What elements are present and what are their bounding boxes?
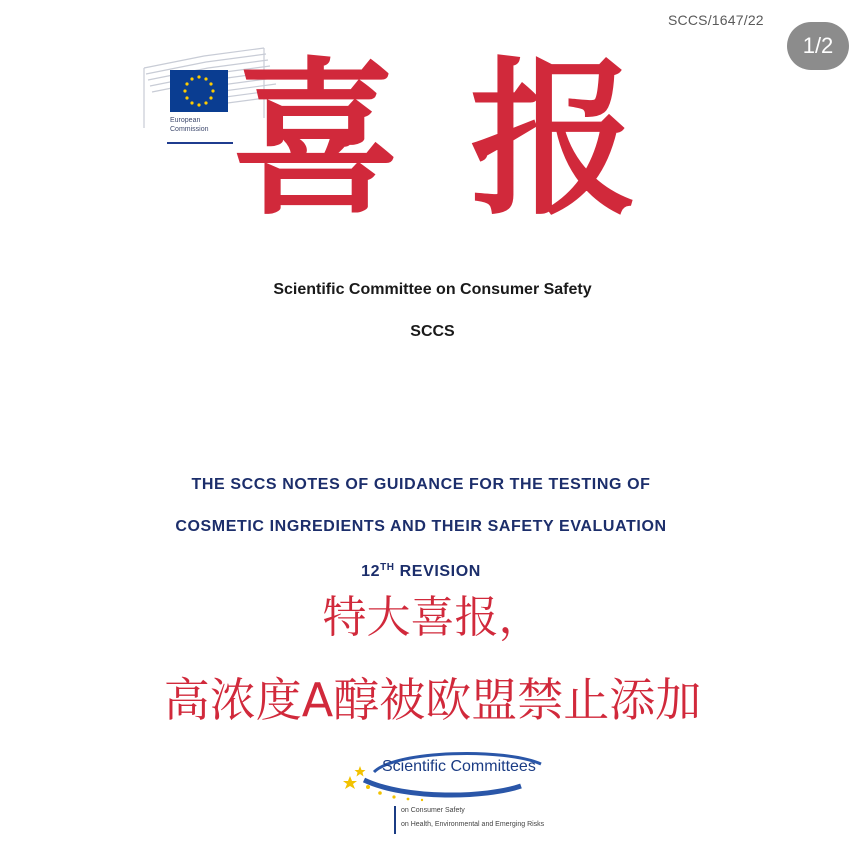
headline-line1: 特大喜报， xyxy=(322,592,543,643)
ec-logo-line2: Commission xyxy=(170,126,209,133)
revision-number: 12 xyxy=(361,563,381,580)
revision-word: REVISION xyxy=(394,563,481,580)
ec-logo-line1: European xyxy=(170,117,201,124)
eu-flag-icon xyxy=(170,70,228,112)
guidance-title-line2: COSMETIC INGREDIENTS AND THEIR SAFETY EVALUATION xyxy=(175,518,667,535)
scientific-committees-sub1: on Consumer Safety xyxy=(401,807,465,814)
ec-logo-underline xyxy=(167,142,233,144)
ec-logo-text xyxy=(170,116,209,134)
committee-name: Scientific Committee on Consumer Safety xyxy=(273,281,592,298)
scientific-committees-sub2: on Health, Environmental and Emerging Risks xyxy=(401,821,545,828)
revision-label xyxy=(0,562,842,581)
headline-line2: 高浓度A醇被欧盟禁止添加 xyxy=(163,673,702,727)
page-indicator-badge[interactable]: 1/2 xyxy=(787,22,849,70)
scientific-committees-divider xyxy=(394,806,396,834)
banner-title: 喜报 xyxy=(232,42,708,238)
document-reference: SCCS/1647/22 xyxy=(668,12,764,28)
committee-acronym: SCCS xyxy=(410,323,455,340)
scientific-committees-title: Scientific Committees xyxy=(382,758,536,775)
revision-ordinal: TH xyxy=(380,562,395,573)
guidance-title-line1: THE SCCS NOTES OF GUIDANCE FOR THE TESTING OF xyxy=(191,476,651,493)
